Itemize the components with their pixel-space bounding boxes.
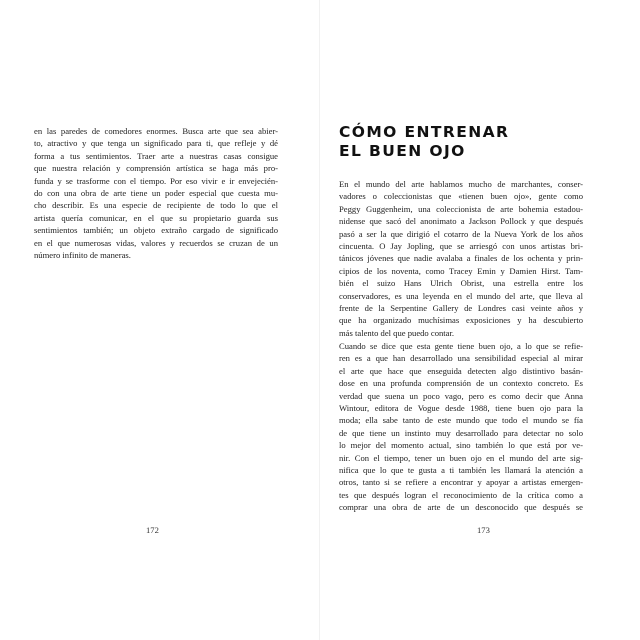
text-line: nir. Con el tiempo, tener un buen ojo en el mundo del arte sig- xyxy=(339,452,583,463)
text-line: lo mejor del momento actual, sino también lo que está por ve- xyxy=(339,440,583,451)
text-line: en el que numerosas vidas, valores y recuerdos se cruzan de un xyxy=(34,237,278,248)
text-line: verdad que suena un poco vago, pero es como decir que Anna xyxy=(339,390,583,401)
text-line: nifica que lo que te gusta a ti también les llamará la atención a xyxy=(339,465,583,476)
text-line: Peggy Guggenheim, una coleccionista de arte bohemia estadou- xyxy=(339,203,583,214)
heading-line: EL BUEN OJO xyxy=(339,142,466,160)
text-line: dose en una profunda comprensión de un contexto concreto. Es xyxy=(339,378,583,389)
text-line: ren es a que han desarrollado una sensibilidad especial al mirar xyxy=(339,353,583,364)
text-line: que ha organizado muchísimas exposiciones y ha descubierto xyxy=(339,315,583,326)
section-heading xyxy=(339,123,509,161)
text-line: cincuenta. O Jay Jopling, que se arriesgó con unos artistas bri- xyxy=(339,241,583,252)
text-line: Wintour, editora de Vogue desde 1988, tiene buen ojo para la xyxy=(339,403,583,414)
text-line: Cuando se dice que esta gente tiene buen ojo, a lo que se refie- xyxy=(339,341,583,351)
text-line: en las paredes de comedores enormes. Busca arte que sea abier- xyxy=(34,126,278,136)
right-body-paragraph-2 xyxy=(339,340,583,514)
text-line: comprar una obra de arte de un desconocido que después se xyxy=(339,502,583,513)
text-line: conservadores, es una leyenda en el mundo del arte, que lleva al xyxy=(339,290,583,301)
text-line: de que tiene un instinto muy desarrollado para detectar no solo xyxy=(339,427,583,438)
text-line: otros, tanto si se refiere a encontrar y apoyar a artistas emergen- xyxy=(339,477,583,488)
heading-line: CÓMO ENTRENAR xyxy=(339,123,510,141)
text-line: tes que después logran el reconocimiento de la crítica como a xyxy=(339,489,583,500)
text-line: cho describir. Es una especie de recipiente de todo lo que el xyxy=(34,200,278,211)
text-line: sentimientos también; un objeto extraño cargado de significado xyxy=(34,225,278,236)
page-number: 172 xyxy=(146,525,159,535)
text-line: funda y se trasforme con el tiempo. Por eso vivir e ir envejecién- xyxy=(34,175,278,186)
text-line: el arte que hace que enseguida detecten algo distintivo basán- xyxy=(339,365,583,376)
text-line: to, atractivo y que tenga un significado para ti, que refleje y dé xyxy=(34,138,278,149)
text-line: que nuestra relación y comprensión artística se haga más pro- xyxy=(34,163,278,174)
text-line: bién el suizo Hans Ulrich Obrist, una estrella entre los xyxy=(339,278,583,289)
text-line: artista quería comunicar, en el que su propietario guarda sus xyxy=(34,212,278,223)
left-body-paragraph xyxy=(34,125,278,261)
page-number: 173 xyxy=(477,525,490,535)
text-line: forma a tus sentimientos. Traer arte a nuestras casas consigue xyxy=(34,150,278,161)
text-line: do con una obra de arte tiene un poder especial que cuesta mu- xyxy=(34,188,278,199)
text-line: nidense que sacó del anonimato a Jackson Pollock y que después xyxy=(339,216,583,227)
text-line: tánicos jóvenes que nadie avalaba a finales de los ochenta y prin- xyxy=(339,253,583,264)
text-line: cipios de los noventa, como Tracey Emin y Damien Hirst. Tam- xyxy=(339,265,583,276)
text-line: más talento del que puedo contar. xyxy=(339,327,455,338)
text-line: número infinito de maneras. xyxy=(34,250,131,261)
text-line: vadores o coleccionistas que «tienen buen ojo», gente como xyxy=(339,191,583,202)
text-line: moda; ella sabe tanto de este mundo que todo el mundo se fía xyxy=(339,415,583,426)
right-body-paragraph-1 xyxy=(339,178,583,339)
text-line: pasó a ser la que dirigió el cotarro de la Nueva York de los años xyxy=(339,228,583,239)
text-line: frente de la Serpentine Gallery de Londres casi veinte años y xyxy=(339,303,583,314)
text-line: En el mundo del arte hablamos mucho de marchantes, conser- xyxy=(339,179,583,189)
